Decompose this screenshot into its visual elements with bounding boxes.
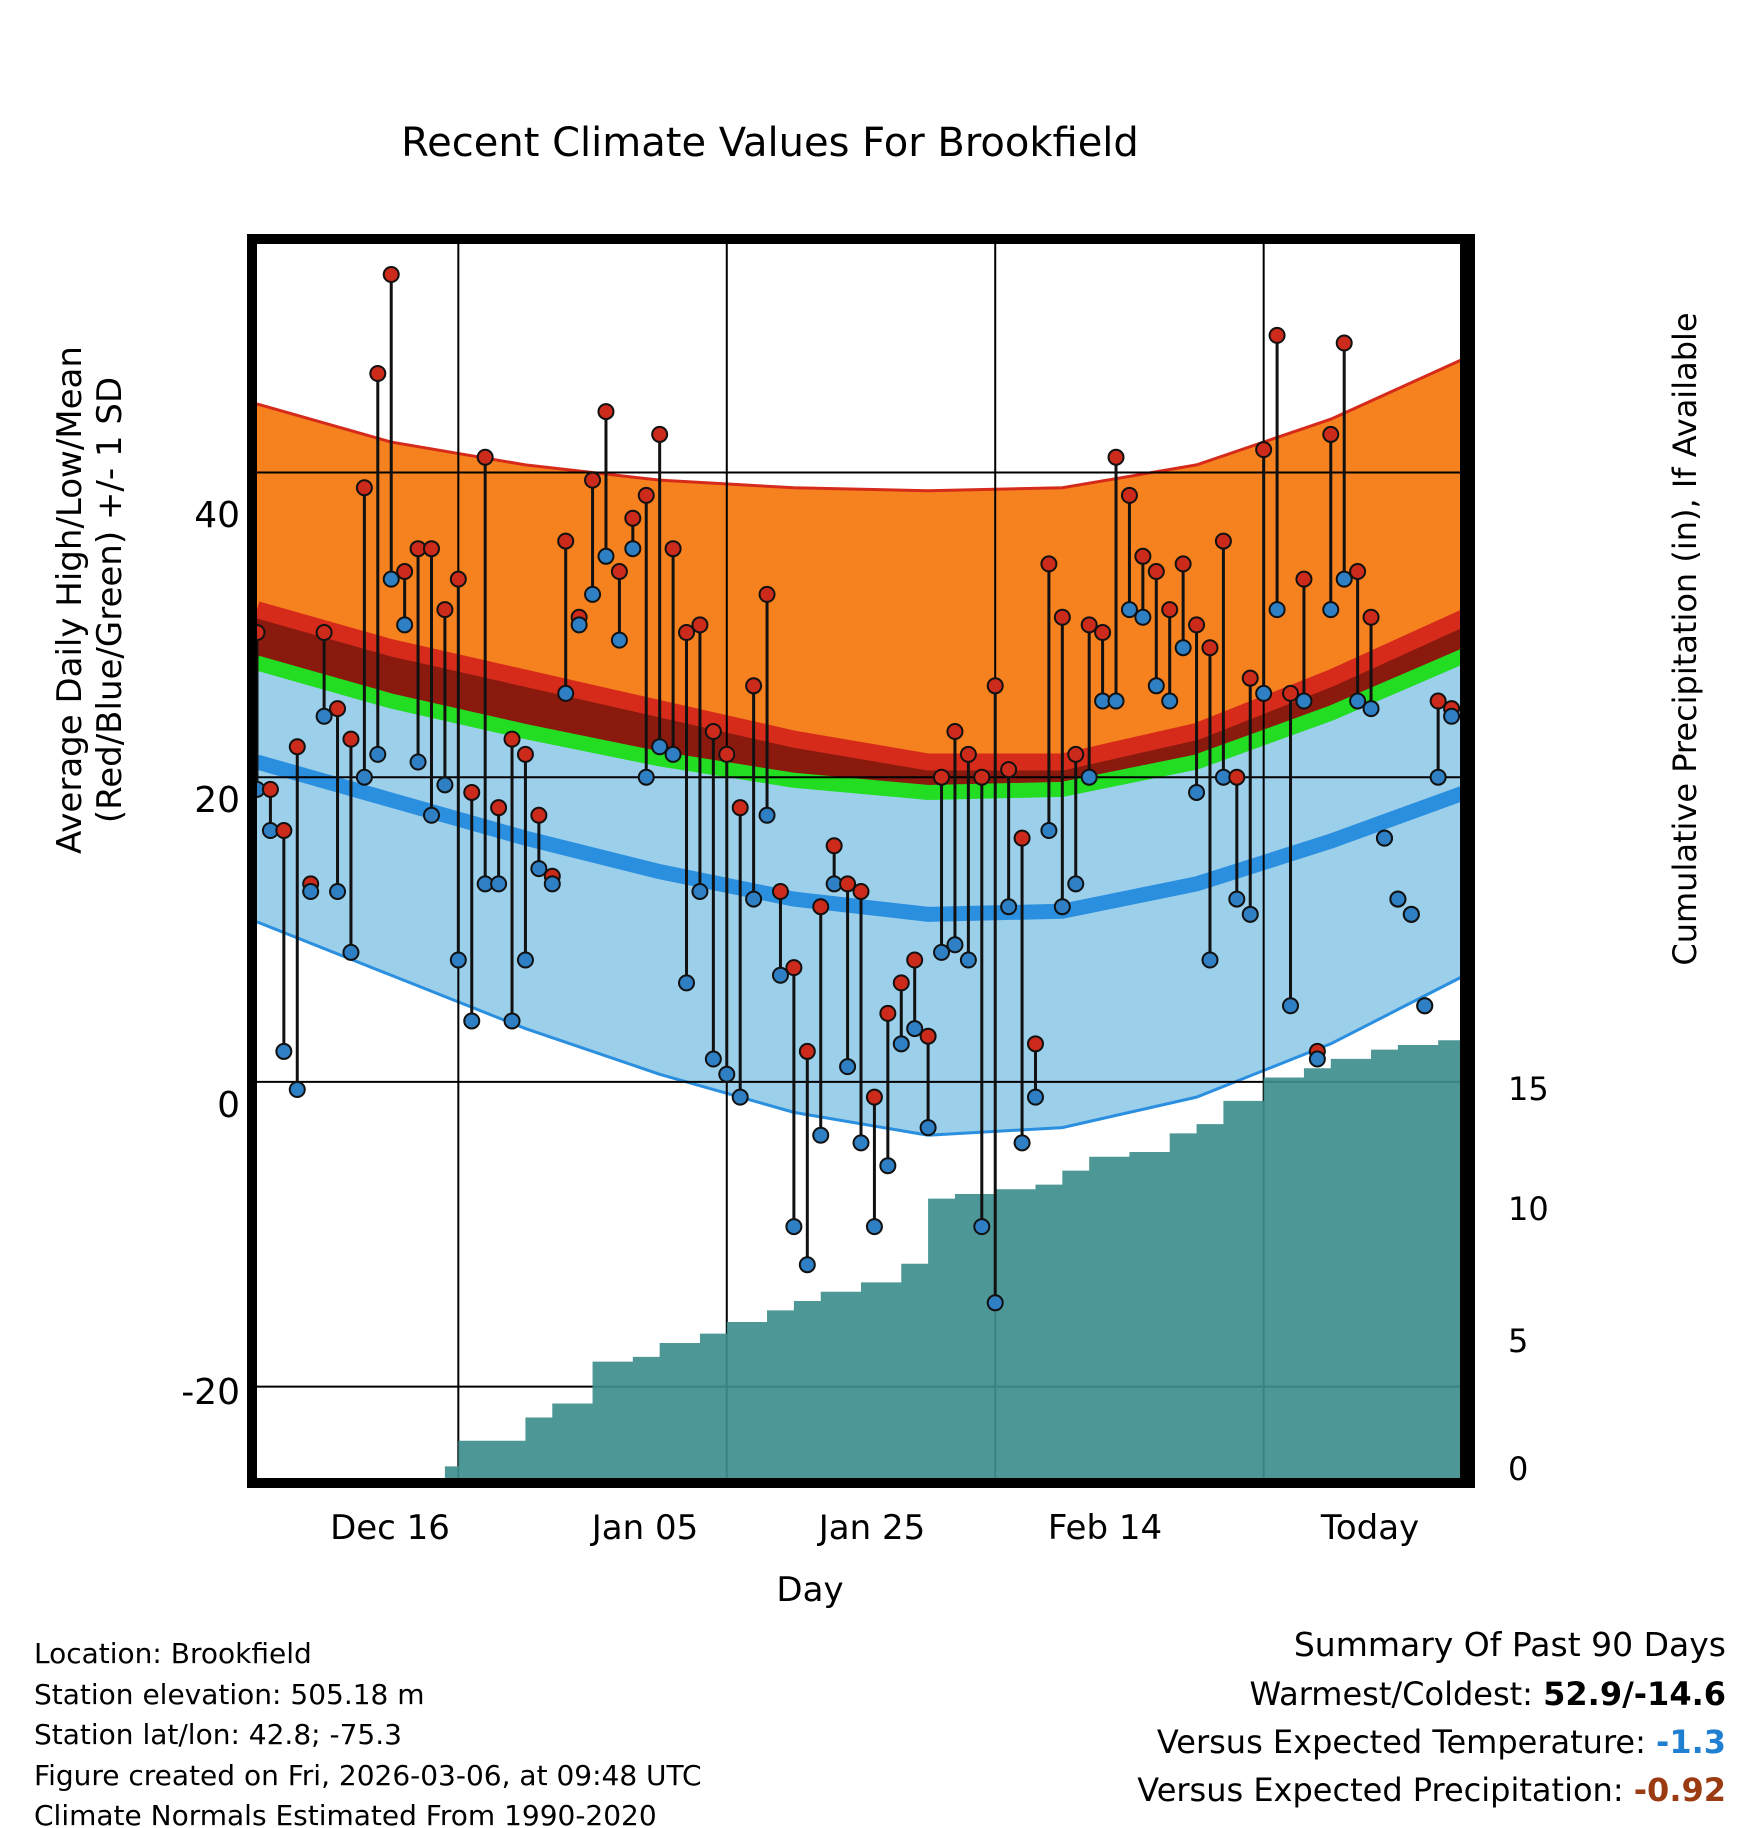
y-tick-left-neg20: -20 — [181, 1372, 240, 1413]
summary-vs-precip-label: Versus Expected Precipitation: — [1137, 1770, 1624, 1809]
summary-warmest-coldest — [1137, 1670, 1726, 1718]
summary-vs-temp-label: Versus Expected Temperature: — [1156, 1722, 1646, 1761]
footer-metadata — [34, 1634, 702, 1828]
x-tick-today: Today — [1320, 1508, 1420, 1548]
plot-inner — [257, 244, 1465, 1478]
summary-warmest-coldest-value: 52.9/-14.6 — [1543, 1674, 1726, 1713]
plot-area — [247, 234, 1475, 1488]
x-tick-feb14: Feb 14 — [1047, 1508, 1163, 1548]
x-tick-jan25: Jan 25 — [818, 1508, 926, 1548]
y-axis-label-left: Average Daily High/Low/Mean (Red/Blue/Green) +/- 1 SD — [50, 346, 130, 854]
footer-latlon: Station lat/lon: 42.8; -75.3 — [34, 1718, 402, 1752]
x-tick-jan05: Jan 05 — [591, 1508, 699, 1548]
footer-created: Figure created on Fri, 2026-03-06, at 09:48 UTC — [34, 1758, 702, 1792]
y-tick-right-0: 0 — [1508, 1450, 1529, 1488]
summary-panel — [1137, 1620, 1726, 1814]
summary-vs-temp-value: -1.3 — [1656, 1722, 1726, 1761]
summary-title: Summary Of Past 90 Days — [1293, 1625, 1726, 1664]
y-tick-right-15: 15 — [1508, 1070, 1549, 1108]
x-tick-dec16: Dec 16 — [330, 1508, 450, 1548]
y-tick-left-20: 20 — [194, 780, 240, 821]
summary-vs-precip-value: -0.92 — [1633, 1770, 1726, 1809]
y-tick-right-5: 5 — [1508, 1322, 1529, 1360]
footer-normals: Climate Normals Estimated From 1990-2020 — [34, 1799, 657, 1828]
y-tick-right-10: 10 — [1508, 1190, 1549, 1228]
summary-warmest-coldest-label: Warmest/Coldest: — [1249, 1674, 1533, 1713]
footer-location: Location: Brookfield — [34, 1637, 312, 1670]
summary-vs-precip — [1137, 1766, 1726, 1814]
climate-chart-svg — [257, 244, 1465, 1478]
summary-vs-temp — [1137, 1718, 1726, 1766]
y-axis-label-right: Cumulative Precipitation (in), If Available — [1666, 312, 1704, 966]
footer-elevation: Station elevation: 505.18 m — [34, 1677, 425, 1711]
y-tick-left-40: 40 — [194, 495, 240, 536]
page-title: Recent Climate Values For Brookfield — [401, 120, 1139, 166]
y-tick-left-0: 0 — [217, 1085, 240, 1126]
x-axis-label: Day — [776, 1570, 844, 1610]
